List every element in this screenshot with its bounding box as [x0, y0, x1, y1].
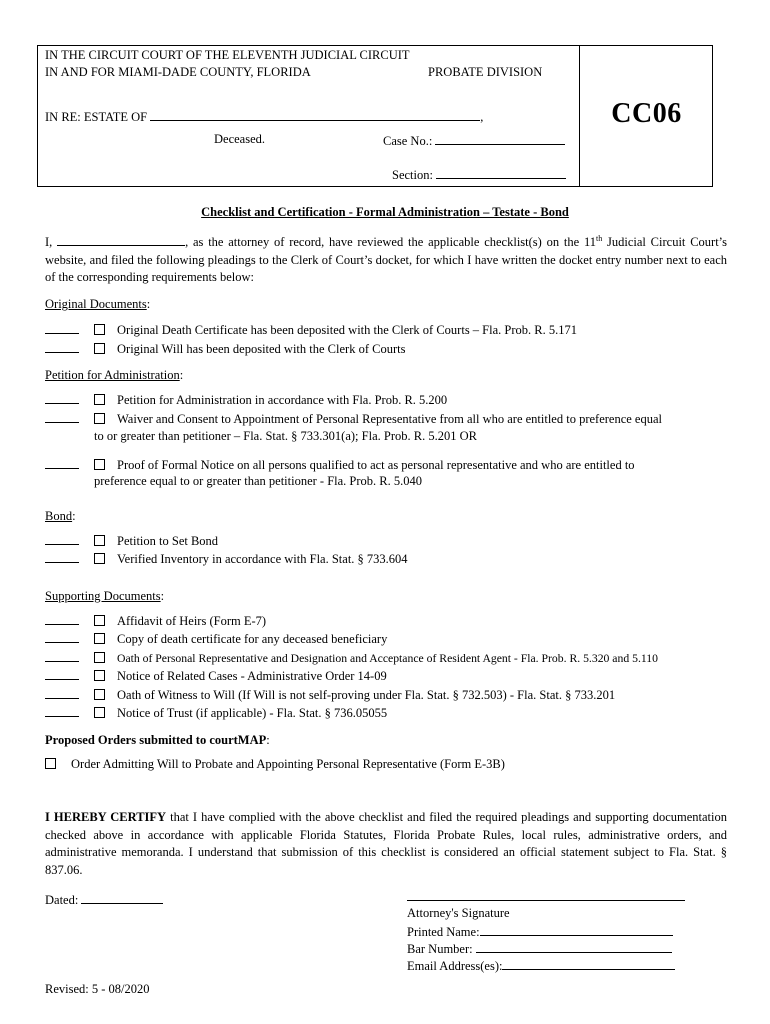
checkbox[interactable] [94, 413, 105, 424]
printed-name-line [407, 923, 673, 940]
email-line [407, 957, 675, 974]
docket-entry-field[interactable] [45, 613, 79, 625]
bond-item-1 [45, 533, 218, 549]
attorney-signature-label: Attorney's Signature [407, 906, 510, 920]
attorney-name-field[interactable] [57, 233, 185, 246]
email-label: Email Address(es): [407, 959, 503, 973]
petition-item-2-cont: to or greater than petitioner – Fla. Stat. § 733.301(a); Fla. Prob. R. 5.201 OR [94, 429, 477, 443]
intro-text-b: Judicial Circuit Court’s website, and filed the following pleadings to the Clerk of Court’s docket, for which I have written the docket entry number next to each of the corresponding requirements below: [45, 235, 727, 284]
docket-entry-field[interactable] [45, 631, 79, 643]
bond-item-2 [45, 551, 408, 567]
docket-entry-field[interactable] [45, 392, 79, 404]
section-label: Section: [392, 168, 433, 182]
in-re-label: IN RE: ESTATE OF [45, 110, 148, 124]
court-line-2: IN AND FOR MIAMI-DADE COUNTY, FLORIDA [45, 65, 311, 79]
case-no-label: Case No.: [383, 134, 433, 148]
date-field[interactable] [81, 891, 163, 904]
item-label: Notice of Trust (if applicable) - Fla. Stat. § 736.05055 [117, 706, 388, 720]
item-label: Affidavit of Heirs (Form E-7) [117, 614, 267, 628]
certify-bold: I HEREBY CERTIFY [45, 810, 167, 824]
court-line-1: IN THE CIRCUIT COURT OF THE ELEVENTH JUDICIAL CIRCUIT [45, 48, 410, 62]
docket-entry-field[interactable] [45, 322, 79, 334]
section-field[interactable] [436, 166, 566, 179]
case-number-line [383, 132, 565, 149]
dated-label: Dated: [45, 893, 79, 907]
docket-entry-field[interactable] [45, 668, 79, 680]
item-label: Oath of Personal Representative and Designation and Acceptance of Resident Agent - Fla. Prob. R. 5.320 and 5.110 [117, 652, 658, 665]
estate-line: IN RE: ESTATE OF , [45, 110, 484, 124]
item-label: Original Will has been deposited with the Clerk of Courts [117, 342, 406, 356]
certify-paragraph [45, 809, 727, 879]
revised-label: Revised: 5 - 08/2020 [45, 982, 150, 996]
case-number-field[interactable] [435, 132, 565, 145]
checkbox[interactable] [94, 324, 105, 335]
original-heading-text: Original Documents [45, 297, 147, 311]
checkbox[interactable] [94, 459, 105, 470]
petition-item-3-cont: preference equal to or greater than petitioner - Fla. Prob. R. 5.040 [94, 474, 423, 488]
intro-text-a: , as the attorney of record, have reviewed the applicable checklist(s) on the 11 [185, 235, 596, 249]
petition-item-2 [45, 411, 662, 427]
document-title: Checklist and Certification - Formal Administration – Testate - Bond [201, 205, 569, 219]
bar-number-field[interactable] [476, 940, 672, 953]
bond-heading-text: Bond [45, 509, 73, 523]
docket-entry-field[interactable] [45, 687, 79, 699]
supporting-item-5 [45, 687, 615, 703]
checkbox[interactable] [94, 689, 105, 700]
section-line [392, 166, 566, 183]
item-label: Waiver and Consent to Appointment of Personal Representative from all who are entitled to preference equal [117, 412, 662, 426]
form-code: CC06 [611, 98, 682, 129]
item-label: Order Admitting Will to Probate and Appointing Personal Representative (Form E-3B) [71, 757, 505, 771]
checkbox[interactable] [45, 758, 56, 769]
checkbox[interactable] [94, 652, 105, 663]
item-label: Notice of Related Cases - Administrative Order 14-09 [117, 669, 387, 683]
printed-name-field[interactable] [480, 923, 673, 936]
checkbox[interactable] [94, 615, 105, 626]
deceased-label: Deceased. [214, 132, 266, 146]
petition-item-3 [45, 457, 635, 473]
orders-heading-text: Proposed Orders submitted to courtMAP [45, 733, 267, 747]
intro-paragraph [45, 233, 727, 287]
supporting-heading: Supporting Documents: [45, 589, 165, 603]
supporting-item-2 [45, 631, 387, 647]
checkbox[interactable] [94, 343, 105, 354]
checkbox[interactable] [94, 707, 105, 718]
docket-entry-field[interactable] [45, 551, 79, 563]
orders-heading: Proposed Orders submitted to courtMAP: [45, 733, 270, 747]
checkbox[interactable] [94, 394, 105, 405]
orders-item [45, 757, 505, 772]
petition-heading: Petition for Administration: [45, 368, 184, 382]
bar-number-line [407, 940, 672, 957]
certify-text: that I have complied with the above checklist and filed the required pleadings and supporting documentation checked above in accordance with applicable Florida Statutes, Florida Probate Rules, local rules, administrative orders, and administrative memoranda. I understand that submission of this checklist is considered an official statement subject to Fla. Stat. § 837.06. [45, 810, 727, 877]
intro-sup: th [596, 233, 603, 243]
supporting-item-1 [45, 613, 266, 629]
original-item-1 [45, 322, 577, 338]
checkbox[interactable] [94, 670, 105, 681]
item-label: Petition to Set Bond [117, 534, 219, 548]
checkbox[interactable] [94, 633, 105, 644]
docket-entry-field[interactable] [45, 457, 79, 469]
supporting-item-3 [45, 650, 658, 665]
item-label: Petition for Administration in accordance with Fla. Prob. R. 5.200 [117, 393, 448, 407]
printed-name-label: Printed Name: [407, 925, 480, 939]
item-label: Copy of death certificate for any deceased beneficiary [117, 632, 388, 646]
supporting-heading-text: Supporting Documents [45, 589, 161, 603]
bond-heading: Bond: [45, 509, 76, 523]
division-label: PROBATE DIVISION [428, 65, 543, 79]
email-field[interactable] [502, 957, 675, 970]
petition-item-1 [45, 392, 447, 408]
intro-prefix: I, [45, 235, 53, 249]
signature-line[interactable] [407, 890, 685, 901]
docket-entry-field[interactable] [45, 341, 79, 353]
item-label: Proof of Formal Notice on all persons qualified to act as personal representative and who are entitled to [117, 458, 635, 472]
item-label: Original Death Certificate has been deposited with the Clerk of Courts – Fla. Prob. R. 5.171 [117, 323, 577, 337]
bar-number-label: Bar Number: [407, 942, 473, 956]
item-label: Verified Inventory in accordance with Fla. Stat. § 733.604 [117, 552, 408, 566]
petition-heading-text: Petition for Administration [45, 368, 180, 382]
checkbox[interactable] [94, 553, 105, 564]
docket-entry-field[interactable] [45, 650, 79, 662]
dated-line [45, 891, 163, 908]
docket-entry-field[interactable] [45, 705, 79, 717]
supporting-item-4 [45, 668, 387, 684]
checkbox[interactable] [94, 535, 105, 546]
item-label: Oath of Witness to Will (If Will is not self-proving under Fla. Stat. § 732.503) - Fla. Stat. § 733.201 [117, 688, 616, 702]
docket-entry-field[interactable] [45, 411, 79, 423]
docket-entry-field[interactable] [45, 533, 79, 545]
supporting-item-6 [45, 705, 387, 721]
estate-name-field[interactable] [150, 108, 480, 121]
original-documents-heading: Original Documents: [45, 297, 151, 311]
original-item-2 [45, 341, 405, 357]
